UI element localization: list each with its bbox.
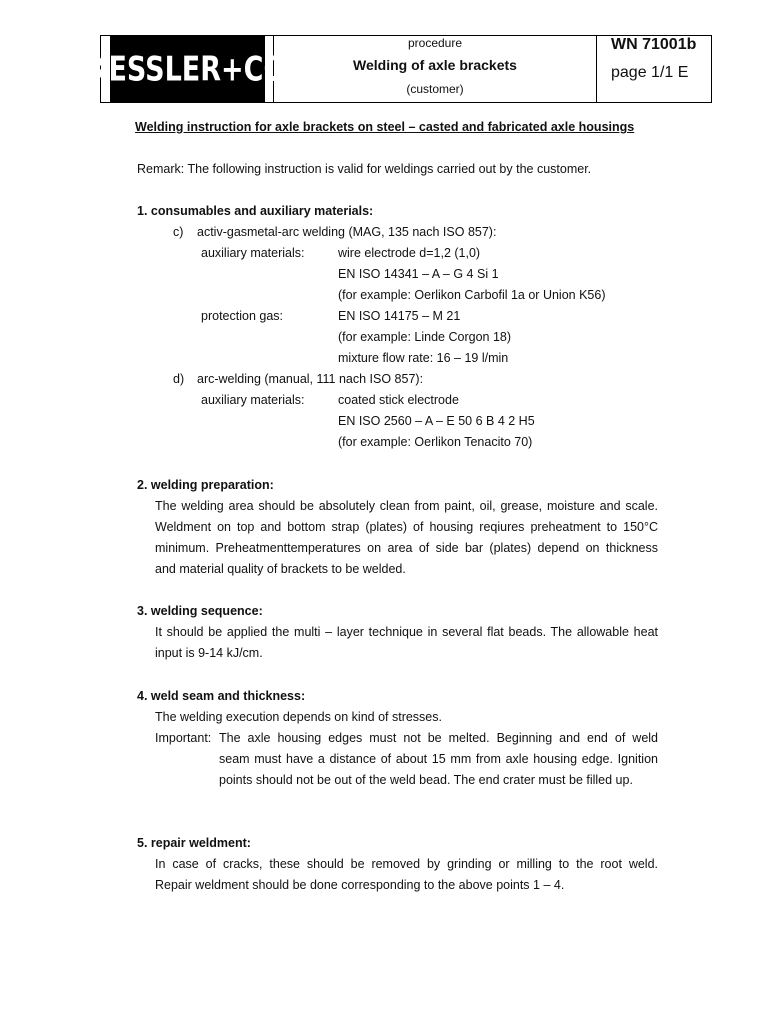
c-gas-label: protection gas:: [201, 309, 283, 323]
c-aux-value-3: (for example: Oerlikon Carbofil 1a or Union K56): [338, 288, 606, 302]
section-5-line-2: Repair weldment should be done corresponding to the above points 1 – 4.: [155, 878, 565, 892]
c-gas-value-2: (for example: Linde Corgon 18): [338, 330, 512, 344]
d-aux-value-3: (for example: Oerlikon Tenacito 70): [338, 435, 533, 449]
section-5-heading: 5. repair weldment:: [137, 836, 251, 850]
remark: Remark: The following instruction is valid for weldings carried out by the customer.: [137, 162, 592, 176]
doc-id-cell: [597, 36, 711, 102]
c-aux-label: auxiliary materials:: [201, 246, 305, 260]
section-4-line-2: The axle housing edges must not be melted. Beginning and end of weld: [219, 731, 658, 745]
document-header: [87, 35, 712, 103]
section-2-line-2: Weldment on top and bottom strap (plates) of housing reqiures preheatment to 150°C: [155, 520, 658, 534]
section-4-line-1: The welding execution depends on kind of stresses.: [155, 710, 442, 724]
item-c-label: c): [173, 225, 184, 239]
title-cell: [274, 36, 597, 102]
section-4-line-4: points should not be out of the weld bead. The end crater must be filled up.: [219, 773, 633, 787]
doc-subtitle: (customer): [406, 82, 464, 96]
section-2-line-4: and material quality of brackets to be welded.: [155, 562, 406, 576]
main-title: Welding instruction for axle brackets on steel – casted and fabricated axle housings: [135, 120, 635, 134]
d-aux-label: auxiliary materials:: [201, 393, 305, 407]
doc-type: procedure: [407, 36, 463, 50]
c-aux-value-2: EN ISO 14341 – A – G 4 Si 1: [338, 267, 499, 281]
c-gas-value-1: EN ISO 14175 – M 21: [338, 309, 461, 323]
doc-number: WN 71001b: [611, 36, 697, 53]
c-aux-value-1: wire electrode d=1,2 (1,0): [338, 246, 481, 260]
section-4-line-3: seam must have a distance of about 15 mm from axle housing edge. Ignition: [219, 752, 658, 766]
section-2-line-3: minimum. Preheatmenttemperatures on area of side bar (plates) depend on thickness: [155, 541, 658, 555]
section-3-line-1: It should be applied the multi – layer technique in several flat beads. The allowable heat: [155, 625, 658, 639]
doc-title: Welding of axle brackets: [353, 57, 517, 73]
item-d-label: d): [173, 372, 185, 386]
section-1-heading: 1. consumables and auxiliary materials:: [137, 204, 374, 218]
page-number: page 1/1 E: [611, 64, 689, 81]
c-gas-value-3: mixture flow rate: 16 – 19 l/min: [338, 351, 509, 365]
section-2-heading: 2. welding preparation:: [137, 478, 274, 492]
section-2-line-1: The welding area should be absolutely clean from paint, oil, grease, moisture and scale.: [155, 499, 658, 513]
important-label: Important:: [155, 731, 212, 745]
company-logo: KESSLER+CO: [110, 35, 265, 103]
section-4-heading: 4. weld seam and thickness:: [137, 689, 306, 703]
section-3-heading: 3. welding sequence:: [137, 604, 263, 618]
section-3-line-2: input is 9-14 kJ/cm.: [155, 646, 263, 660]
item-d-text: arc-welding (manual, 111 nach ISO 857):: [197, 372, 424, 386]
d-aux-value-1: coated stick electrode: [338, 393, 459, 407]
item-c-text: activ-gasmetal-arc welding (MAG, 135 nach ISO 857):: [197, 225, 497, 239]
d-aux-value-2: EN ISO 2560 – A – E 50 6 B 4 2 H5: [338, 414, 535, 428]
logo-cell: [87, 36, 287, 102]
section-5-line-1: In case of cracks, these should be removed by grinding or milling to the root weld.: [155, 857, 658, 871]
